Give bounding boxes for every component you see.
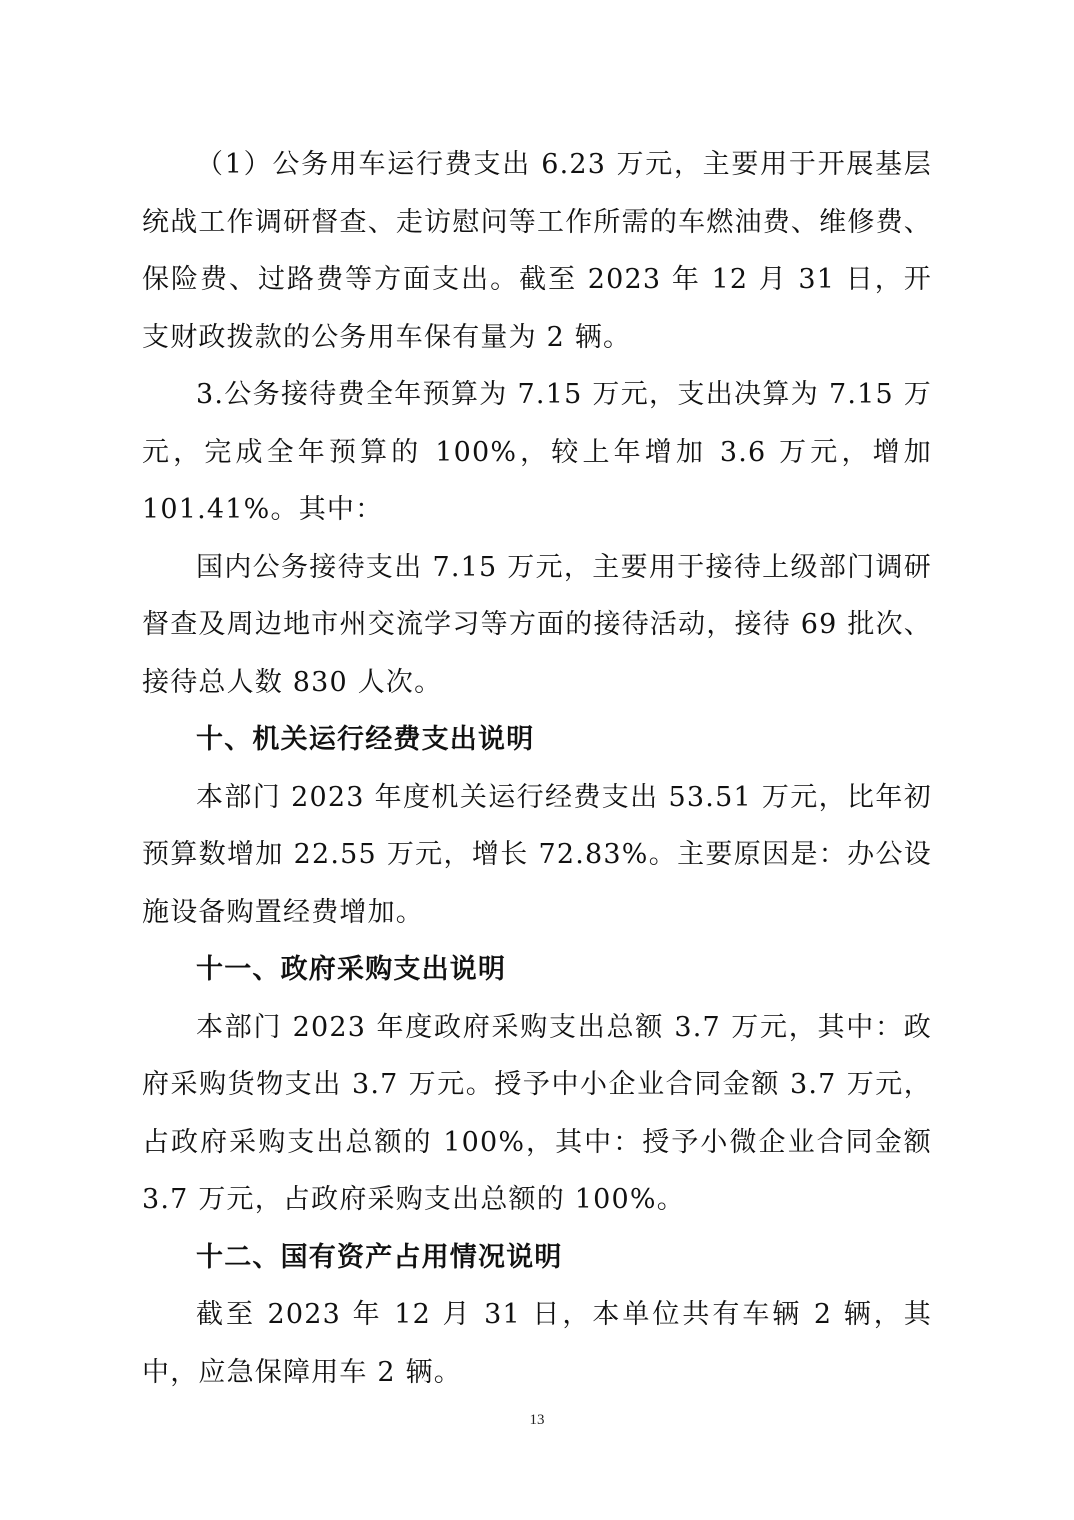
- paragraph-vehicle-operating-cost: （1）公务用车运行费支出 6.23 万元，主要用于开展基层统战工作调研督查、走访慰问等工作所需的车燃油费、维修费、保险费、过路费等方面支出。截至 2023 年 12 月 31 日，开支财政拨款的公务用车保有量为 2 辆。: [142, 149, 932, 353]
- document-page: [142, 136, 932, 1401]
- heading-section-12: 十二、国有资产占用情况说明: [196, 1241, 563, 1273]
- paragraph-procurement: 本部门 2023 年度政府采购支出总额 3.7 万元，其中：政府采购货物支出 3.7 万元。授予中小企业合同金额 3.7 万元，占政府采购支出总额的 100%，其中：授予小微企业合同金额 3.7 万元，占政府采购支出总额的 100%。: [142, 1011, 932, 1215]
- heading-section-11: 十一、政府采购支出说明: [196, 954, 507, 985]
- heading-section-10: 十、机关运行经费支出说明: [196, 724, 535, 755]
- paragraph-operating-expenses: 本部门 2023 年度机关运行经费支出 53.51 万元，比年初预算数增加 22.55 万元，增长 72.83%。主要原因是：办公设施设备购置经费增加。: [142, 781, 932, 928]
- paragraph-state-assets: 截至 2023 年 12 月 31 日，本单位共有车辆 2 辆，其中，应急保障用车 2 辆。: [142, 1299, 932, 1388]
- page-number: 13: [529, 1412, 545, 1428]
- paragraph-reception-budget: 3.公务接待费全年预算为 7.15 万元，支出决算为 7.15 万元，完成全年预算的 100%，较上年增加 3.6 万元，增加 101.41%。其中：: [142, 379, 932, 525]
- paragraph-domestic-reception: 国内公务接待支出 7.15 万元，主要用于接待上级部门调研督查及周边地市州交流学习等方面的接待活动，接待 69 批次、接待总人数 830 人次。: [142, 551, 932, 698]
